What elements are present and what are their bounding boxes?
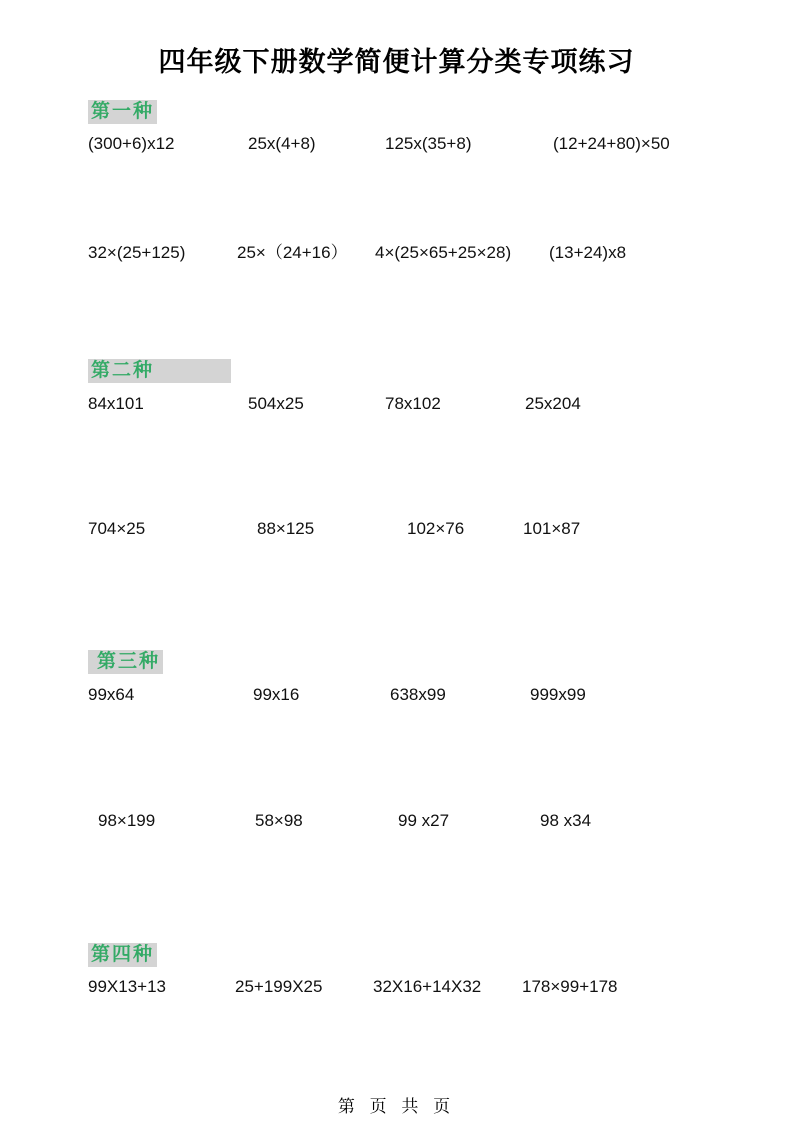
math-expression: 4×(25×65+25×28) <box>375 243 512 262</box>
math-expression: 25×（24+16） <box>237 243 348 262</box>
section-4-row-1 <box>88 977 763 997</box>
math-expression: 102×76 <box>407 519 465 538</box>
math-expression: 99X13+13 <box>88 977 166 996</box>
math-expression: 178×99+178 <box>522 977 618 996</box>
math-expression: 84x101 <box>88 394 144 413</box>
section-3-row-1 <box>88 685 763 705</box>
page-title: 四年级下册数学简便计算分类专项练习 <box>158 47 635 77</box>
math-expression: 504x25 <box>248 394 304 413</box>
math-expression: (12+24+80)×50 <box>553 134 670 153</box>
math-expression: 125x(35+8) <box>385 134 472 153</box>
math-expression: (13+24)x8 <box>549 243 627 262</box>
section-2-row-1 <box>88 394 763 414</box>
page-footer: 第 页 共 页 <box>337 1097 456 1116</box>
section-4-label: 第四种 <box>88 943 157 967</box>
math-expression: 704×25 <box>88 519 146 538</box>
math-expression: 32X16+14X32 <box>373 977 482 996</box>
math-expression: 98 x34 <box>540 811 592 830</box>
math-expression: 88×125 <box>257 519 315 538</box>
math-expression: 99x16 <box>253 685 300 704</box>
section-2-row-2 <box>88 519 763 539</box>
section-3-row-2 <box>88 811 763 831</box>
math-expression: 25x204 <box>525 394 581 413</box>
math-expression: 638x99 <box>390 685 446 704</box>
math-expression: 98×199 <box>98 811 156 830</box>
math-expression: 25+199X25 <box>235 977 323 996</box>
section-2-label: 第二种 <box>88 359 231 383</box>
math-expression: 99x64 <box>88 685 135 704</box>
math-expression: 101×87 <box>523 519 581 538</box>
math-expression: 32×(25+125) <box>88 243 186 262</box>
math-expression: 25x(4+8) <box>248 134 316 153</box>
math-expression: 99 x27 <box>398 811 450 830</box>
math-expression: 58×98 <box>255 811 303 830</box>
section-1-row-1 <box>88 134 763 154</box>
math-expression: 78x102 <box>385 394 441 413</box>
section-1-row-2 <box>88 243 763 263</box>
math-expression: 999x99 <box>530 685 586 704</box>
section-3-label: 第三种 <box>88 650 163 674</box>
math-expression: (300+6)x12 <box>88 134 175 153</box>
section-1-label: 第一种 <box>88 100 157 124</box>
